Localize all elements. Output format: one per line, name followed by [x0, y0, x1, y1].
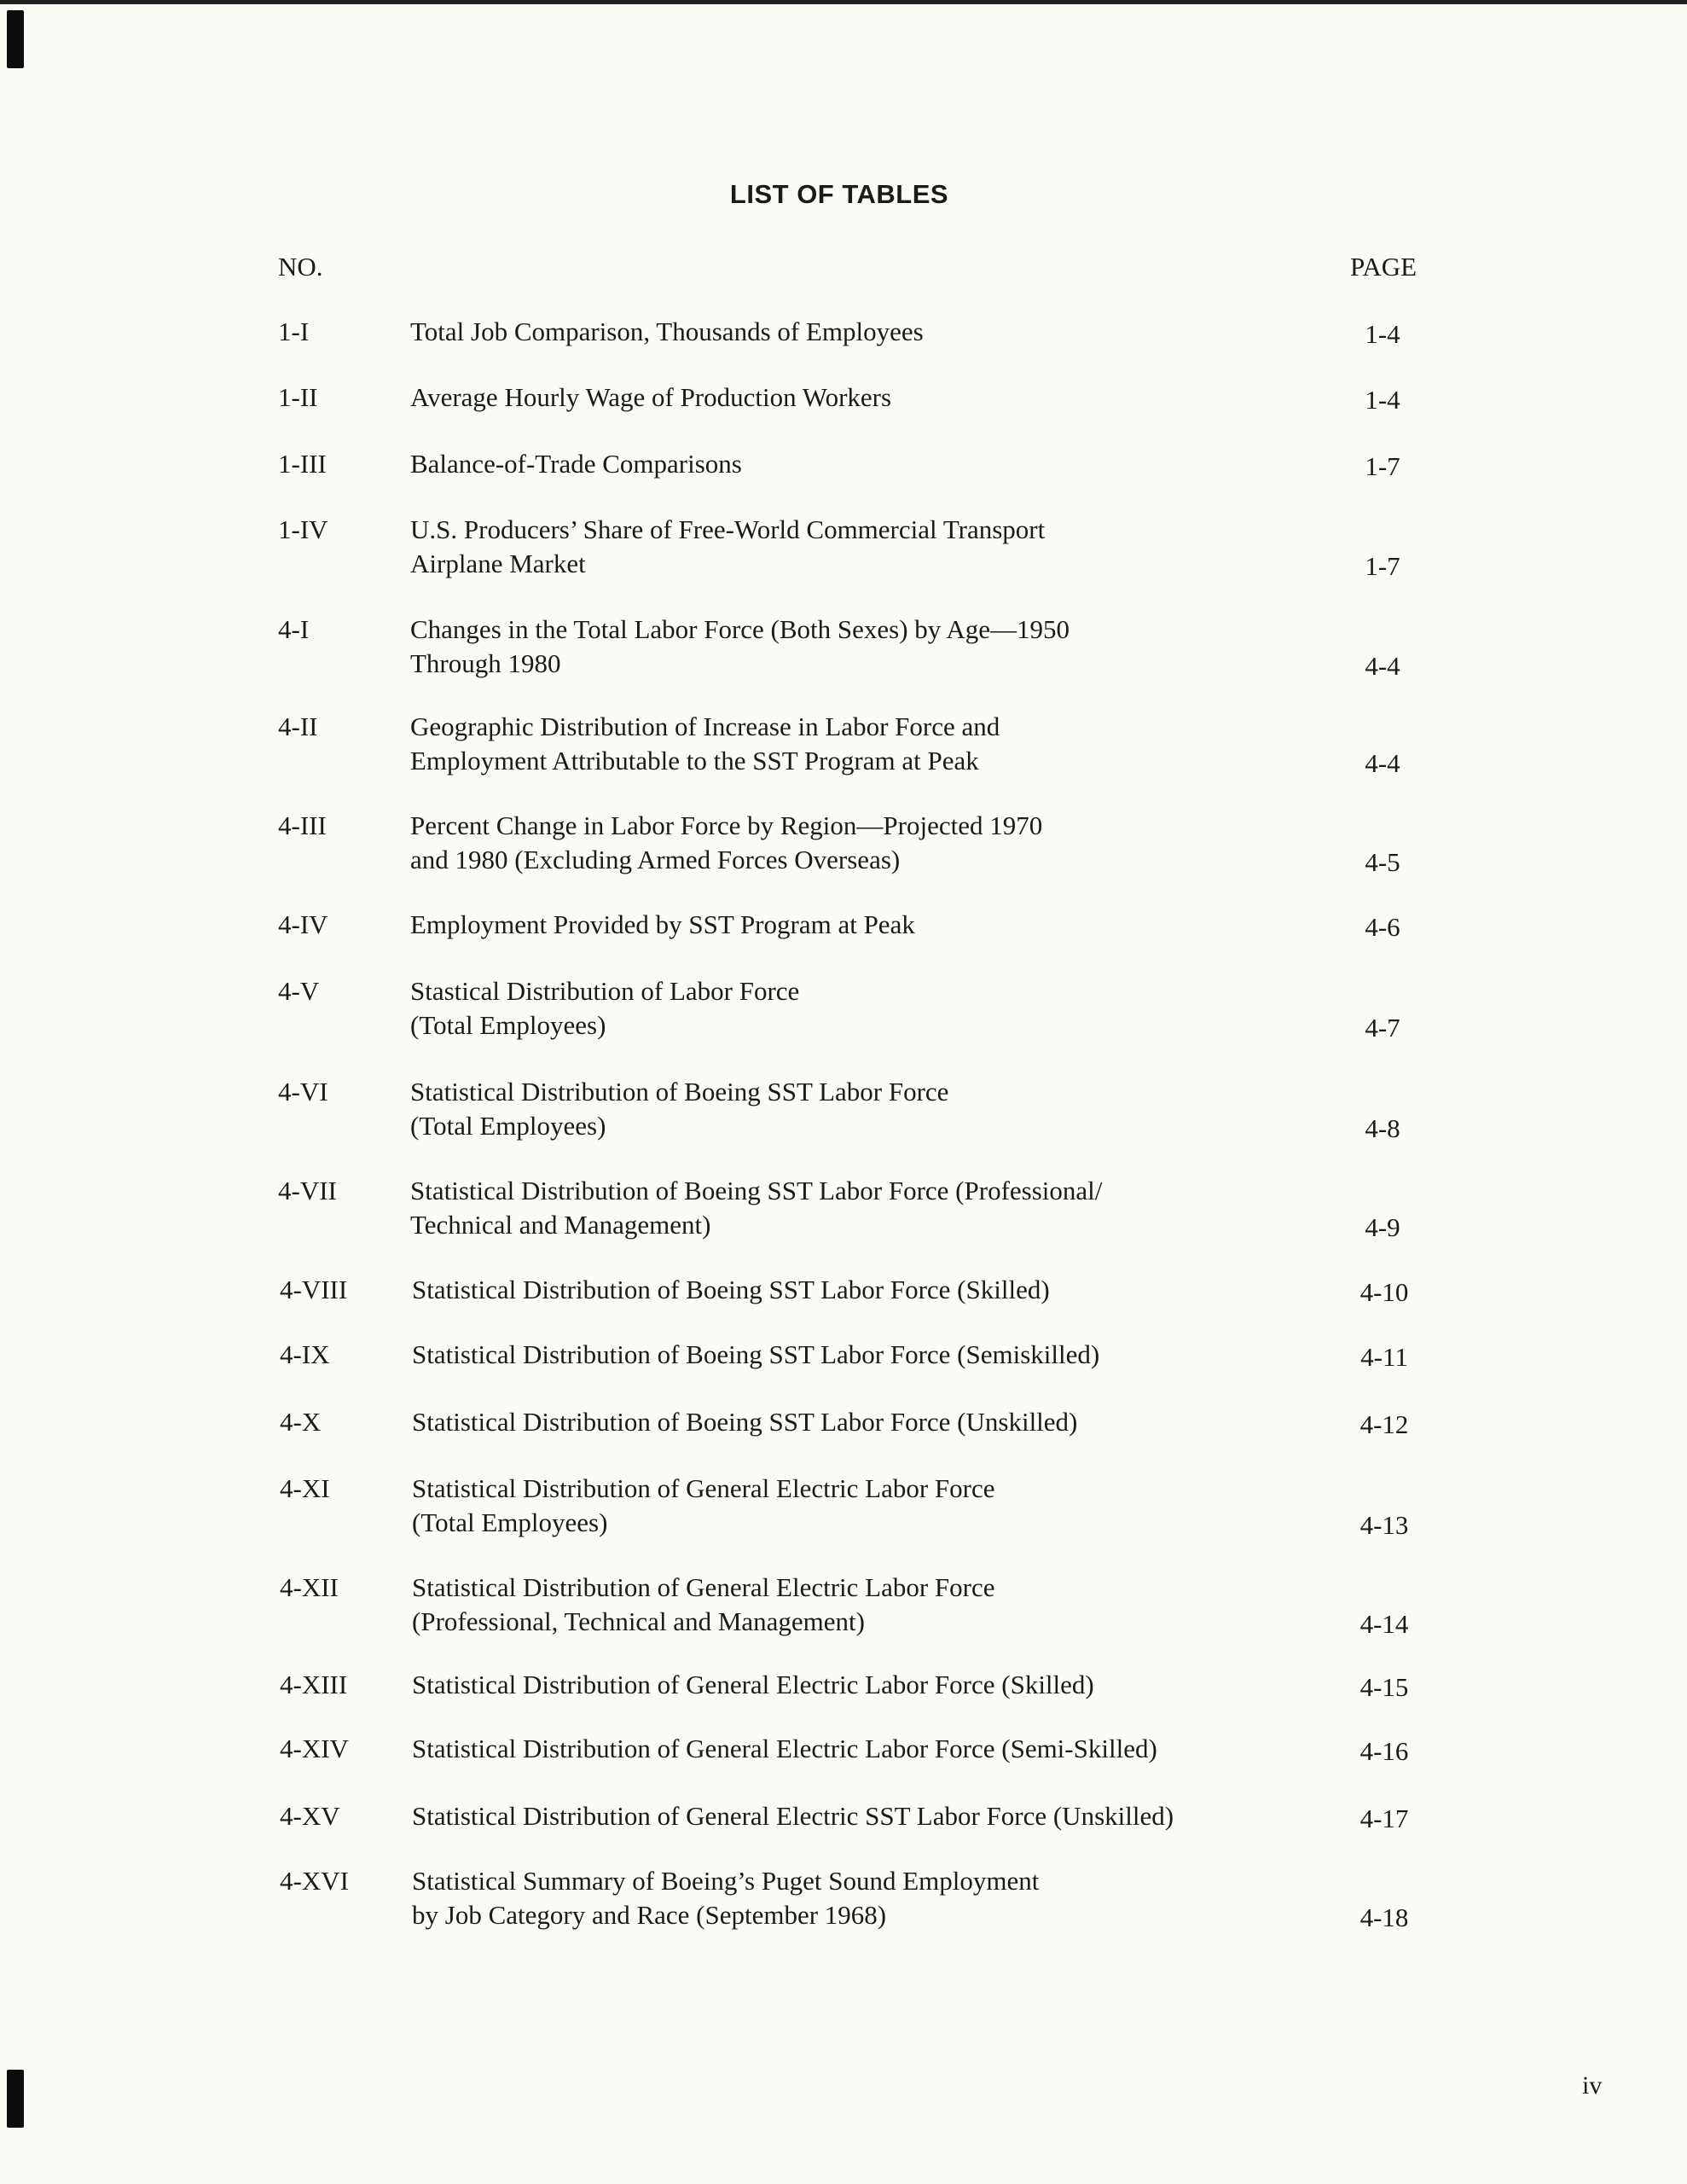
table-title-line: Technical and Management) — [410, 1210, 711, 1240]
list-item — [280, 1273, 1440, 1307]
table-number: 1-IV — [278, 514, 328, 544]
table-number: 4-V — [278, 976, 320, 1006]
table-number: 4-XV — [280, 1801, 340, 1831]
table-title-line: Statistical Distribution of General Electric Labor Force (Semi-Skilled) — [412, 1734, 1157, 1763]
table-title-line: Changes in the Total Labor Force (Both Sexes) by Age—1950 — [410, 614, 1070, 644]
table-number: 4-XIV — [280, 1734, 349, 1763]
table-page: 4-14 — [1359, 1609, 1409, 1639]
table-title-line: Statistical Distribution of Boeing SST Labor Force (Skilled) — [412, 1275, 1050, 1304]
list-item — [280, 1338, 1440, 1372]
table-page: 4-8 — [1365, 1113, 1400, 1143]
table-number: 4-VI — [278, 1077, 328, 1107]
table-title-line: Average Hourly Wage of Production Workers — [410, 382, 892, 412]
table-page: 1-7 — [1365, 551, 1400, 581]
table-title — [412, 1799, 1342, 1833]
table-page: 4-4 — [1365, 748, 1400, 778]
table-number: 1-II — [278, 382, 318, 412]
table-page: 4-15 — [1359, 1672, 1409, 1702]
table-title — [412, 1405, 1342, 1439]
table-title-line: Statistical Distribution of General Electric Labor Force (Skilled) — [412, 1670, 1094, 1699]
table-page: 1-4 — [1365, 385, 1400, 415]
table-title — [412, 1668, 1342, 1702]
table-page: 4-18 — [1359, 1902, 1409, 1932]
binding-mark-top — [7, 10, 24, 68]
table-number: 4-VIII — [280, 1275, 348, 1304]
table-page: 4-11 — [1360, 1342, 1408, 1372]
table-page: 4-7 — [1365, 1013, 1400, 1043]
table-title — [410, 447, 1340, 481]
table-title-line: Statistical Distribution of General Electric SST Labor Force (Unskilled) — [412, 1801, 1174, 1831]
table-title-line: Airplane Market — [410, 549, 586, 578]
table-title-line: Statistical Distribution of Boeing SST Labor Force (Semiskilled) — [412, 1339, 1100, 1369]
list-item — [278, 809, 1438, 877]
table-title-line: Statistical Distribution of Boeing SST Labor Force (Professional/ — [410, 1176, 1103, 1205]
table-number: 4-VII — [278, 1176, 337, 1205]
table-number: 4-IV — [278, 909, 328, 939]
table-page: 1-4 — [1365, 319, 1400, 349]
table-title-line: Statistical Distribution of Boeing SST Labor Force — [410, 1077, 949, 1107]
list-item — [278, 710, 1438, 778]
table-page: 1-7 — [1365, 451, 1400, 481]
table-title-line: Employment Attributable to the SST Program at Peak — [410, 746, 979, 775]
list-item — [278, 613, 1438, 681]
table-title-line: Statistical Distribution of General Electric Labor Force — [412, 1473, 995, 1503]
table-number: 4-III — [278, 810, 327, 840]
table-title — [410, 613, 1340, 681]
table-number: 4-XI — [280, 1473, 330, 1503]
table-title — [412, 1864, 1342, 1932]
list-item — [280, 1864, 1440, 1932]
table-page: 4-4 — [1365, 651, 1400, 681]
table-title — [410, 315, 1340, 349]
table-title — [410, 1075, 1340, 1143]
table-title-line: Balance-of-Trade Comparisons — [410, 449, 742, 479]
table-page: 4-12 — [1359, 1409, 1409, 1439]
table-number: 1-I — [278, 317, 310, 346]
table-title-line: (Total Employees) — [410, 1010, 606, 1040]
table-title-line: Statistical Distribution of General Electric Labor Force — [412, 1572, 995, 1602]
table-title — [412, 1472, 1342, 1540]
table-page: 4-5 — [1365, 847, 1400, 877]
column-header-no: NO. — [278, 252, 323, 282]
table-number: 1-III — [278, 449, 327, 479]
list-item — [280, 1571, 1440, 1639]
table-page: 4-17 — [1359, 1804, 1409, 1833]
table-title-line: by Job Category and Race (September 1968) — [412, 1900, 887, 1930]
table-title — [410, 380, 1340, 415]
table-title-line: Through 1980 — [410, 648, 561, 678]
table-title-line: (Professional, Technical and Management) — [412, 1606, 865, 1636]
table-number: 4-XVI — [280, 1866, 349, 1896]
table-title — [410, 809, 1340, 877]
column-header-page: PAGE — [1350, 252, 1417, 282]
list-item — [278, 447, 1438, 481]
list-item — [280, 1799, 1440, 1833]
table-title-line: and 1980 (Excluding Armed Forces Overseas) — [410, 845, 901, 874]
table-number: 4-X — [280, 1407, 322, 1437]
table-title — [410, 908, 1340, 942]
table-title-line: Employment Provided by SST Program at Peak — [410, 909, 915, 939]
table-number: 4-XIII — [280, 1670, 348, 1699]
table-title — [410, 1174, 1340, 1242]
table-title-line: Statistical Distribution of Boeing SST Labor Force (Unskilled) — [412, 1407, 1078, 1437]
list-item — [278, 1174, 1438, 1242]
list-item — [278, 974, 1438, 1043]
list-item — [278, 1075, 1438, 1143]
table-title-line: Percent Change in Labor Force by Region—Projected 1970 — [410, 810, 1043, 840]
table-title-line: Total Job Comparison, Thousands of Employees — [410, 317, 924, 346]
table-title-line: U.S. Producers’ Share of Free-World Commercial Transport — [410, 514, 1046, 544]
table-page: 4-9 — [1365, 1212, 1400, 1242]
list-item — [278, 513, 1438, 581]
table-page: 4-10 — [1359, 1277, 1409, 1307]
table-number: 4-II — [278, 712, 318, 741]
table-title — [410, 710, 1340, 778]
table-page: 4-6 — [1365, 912, 1400, 942]
table-title-line: Geographic Distribution of Increase in Labor Force and — [410, 712, 1000, 741]
list-item — [280, 1405, 1440, 1439]
page-number: iv — [1582, 2071, 1603, 2100]
table-title — [410, 513, 1340, 581]
table-page: 4-13 — [1359, 1510, 1409, 1540]
list-item — [278, 908, 1438, 942]
table-title — [410, 974, 1340, 1043]
page-title: LIST OF TABLES — [729, 179, 949, 209]
list-item — [278, 315, 1438, 349]
list-item — [278, 380, 1438, 415]
table-title — [412, 1571, 1342, 1639]
table-title-line: (Total Employees) — [412, 1507, 608, 1537]
table-number: 4-I — [278, 614, 310, 644]
table-title-line: Statistical Summary of Boeing’s Puget Sound Employment — [412, 1866, 1040, 1896]
binding-mark-bottom — [7, 2070, 24, 2128]
table-number: 4-IX — [280, 1339, 330, 1369]
table-page: 4-16 — [1359, 1736, 1409, 1766]
table-number: 4-XII — [280, 1572, 339, 1602]
table-title — [412, 1273, 1342, 1307]
table-title — [412, 1732, 1342, 1766]
table-title-line: Stastical Distribution of Labor Force — [410, 976, 800, 1006]
scan-top-edge — [0, 0, 1687, 4]
table-title-line: (Total Employees) — [410, 1111, 606, 1141]
list-item — [280, 1668, 1440, 1702]
list-item — [280, 1732, 1440, 1766]
table-title — [412, 1338, 1342, 1372]
list-item — [280, 1472, 1440, 1540]
